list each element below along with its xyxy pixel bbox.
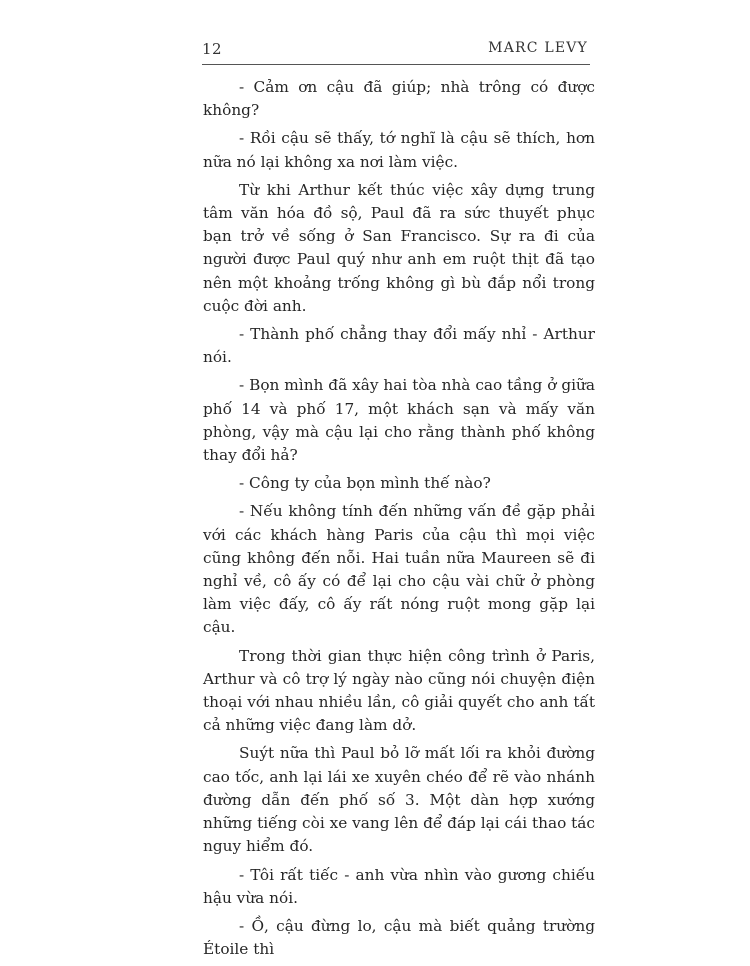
paragraph: - Thành phố chẳng thay đổi mấy nhỉ - Arthur nói.	[203, 325, 595, 367]
paragraph: - Rồi cậu sẽ thấy, tớ nghĩ là cậu sẽ thích, hơn nữa nó lại không xa nơi làm việc.	[203, 129, 595, 171]
paragraph: - Công ty của bọn mình thế nào?	[239, 474, 491, 493]
paragraph: Từ khi Arthur kết thúc việc xây dựng trung tâm văn hóa đồ sộ, Paul đã ra sức thuyết phục bạn trở về sống ở San Francisco. Sự ra đi của người được Paul quý như anh em ruột thịt đã tạo nên một khoảng trống không gì bù đắp nổi trong cuộc đời anh.	[203, 180, 595, 315]
header-rule	[202, 64, 590, 65]
paragraph: - Bọn mình đã xây hai tòa nhà cao tầng ở giữa phố 14 và phố 17, một khách sạn và mấy văn phòng, vậy mà cậu lại cho rằng thành phố không thay đổi hả?	[203, 376, 595, 465]
paragraph: - Tôi rất tiếc - anh vừa nhìn vào gương chiếu hậu vừa nói.	[203, 865, 595, 907]
paragraph: Trong thời gian thực hiện công trình ở Paris, Arthur và cô trợ lý ngày nào cũng nói chuyện điện thoại với nhau nhiều lần, cô giải quyết cho anh tất cả những việc đang làm dở.	[203, 646, 595, 735]
paragraph: - Nếu không tính đến những vấn đề gặp phải với các khách hàng Paris của cậu thì mọi việc cũng không đến nỗi. Hai tuần nữa Maureen sẽ đi nghỉ về, cô ấy có để lại cho cậu vài chữ ở phòng làm việc đấy, cô ấy rất nóng ruột mong gặp lại cậu.	[203, 502, 595, 637]
running-header-author: MARC LEVY	[488, 40, 588, 56]
page-body	[203, 76, 595, 966]
paragraph: - Cảm ơn cậu đã giúp; nhà trông có được không?	[203, 78, 595, 120]
paragraph: Suýt nữa thì Paul bỏ lỡ mất lối ra khỏi đường cao tốc, anh lại lái xe xuyên chéo để rẽ vào nhánh đường dẫn đến phố số 3. Một dàn hợp xướng những tiếng còi xe vang lên để đáp lại cái thao tác nguy hiểm đó.	[203, 744, 595, 856]
page-number: 12	[202, 40, 223, 58]
paragraph: - Ồ, cậu đừng lo, cậu mà biết quảng trường Étoile thì	[203, 916, 595, 959]
